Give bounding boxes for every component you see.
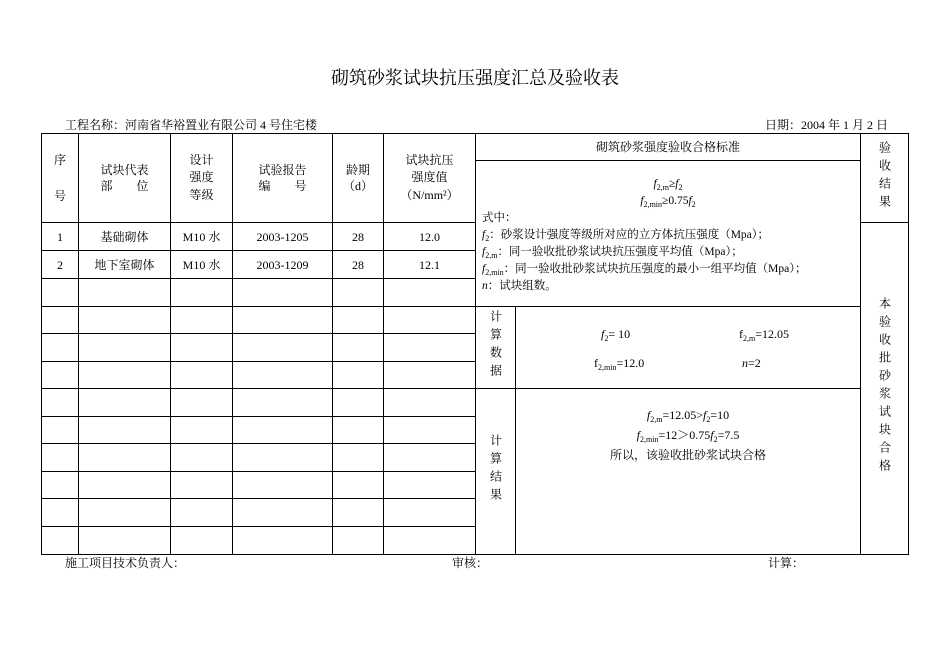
result-line-min [516,425,860,445]
symbol: f [653,178,657,190]
table-cell [171,499,233,527]
group-count-value [742,356,761,370]
design-strength-value [601,327,630,341]
part-cell: 地下室砌体 [79,251,171,279]
header-seq-line: 号 [53,189,66,203]
subscript: 2 [678,183,683,192]
seq-cell: 1 [42,223,79,251]
table-cell [42,279,79,307]
header-grade-line: 强度 [189,170,214,185]
document-title: 砌筑砂浆试块抗压强度汇总及验收表 [331,68,619,88]
age-cell: 28 [333,251,384,279]
table-cell [42,334,79,362]
header-grade-line: 设计 [189,152,214,167]
grade-cell: M10 水 [171,223,233,251]
table-cell [42,362,79,389]
subscript: 2 [604,334,609,343]
definition-text: ：同一验收批砂浆试块抗压强度的最小一组平均值（Mpa）； [503,263,807,275]
subscript: 2,min [485,268,504,277]
symbol: n [742,356,748,370]
strength-cell: 12.1 [384,251,476,279]
definition-line [482,278,860,295]
definition-line [482,227,860,244]
header-strength [384,134,476,223]
value-text: =12.0 [616,356,645,370]
table-cell [384,499,476,527]
header-part-line: 部 位 [100,179,149,193]
result-text: =7.5 [717,428,740,442]
header-strength-line: 强度值 [411,170,448,185]
definition-line [482,244,860,261]
mean-strength-value [739,327,789,341]
symbol: f [739,327,743,341]
table-cell [42,472,79,499]
calc-data-box [516,307,860,388]
value-text: = 10 [608,327,631,341]
table-cell [233,527,333,555]
table-cell [384,279,476,307]
subscript: 2 [713,435,718,444]
calc-data-label [476,307,516,389]
symbol: f [675,178,679,190]
table-cell [79,307,171,334]
table-cell [171,389,233,417]
calc-data-cell [516,307,861,389]
calc-result-cell [516,389,861,555]
summary-table [41,133,909,555]
table-cell [233,389,333,417]
symbol: f [636,428,640,442]
calc-data-label-text: 计算数据 [488,310,503,382]
definition-text: ：同一验收批砂浆试块抗压强度平均值（Mpa）； [497,246,743,258]
symbol: f [482,229,486,241]
report-cell: 2003-1209 [233,251,333,279]
table-cell [384,472,476,499]
table-cell [333,444,384,472]
table-cell [42,417,79,444]
subscript: 2 [485,234,490,243]
table-cell [233,499,333,527]
table-cell [384,362,476,389]
table-row [42,307,909,334]
report-date: 日期：2004 年 1 月 2 日 [764,118,888,132]
table-cell [233,417,333,444]
acceptance-result-text: 本验收批砂浆试块合格 [877,297,892,477]
table-cell [233,334,333,362]
footer-tech-lead: 施工项目技术负责人： [65,556,186,570]
table-cell [384,527,476,555]
symbol: f [688,195,692,207]
table-cell [233,307,333,334]
header-result [861,134,909,223]
header-report [233,134,333,223]
table-cell [333,307,384,334]
formula-mean [482,176,860,193]
definition-text: ：砂浆设计强度等级所对应的立方体抗压强度（Mpa）； [489,229,770,241]
result-text: =12.05> [662,408,703,422]
table-cell [233,279,333,307]
subscript: 2,min [643,200,663,209]
result-line-mean [516,405,860,425]
symbol: f [703,408,707,422]
table-cell [42,444,79,472]
operator: ≥0.75 [662,195,689,207]
table-cell [79,279,171,307]
table-cell [42,307,79,334]
table-cell [384,307,476,334]
grade-cell: M10 水 [171,251,233,279]
subscript: 2 [706,415,711,424]
seq-cell: 2 [42,251,79,279]
table-cell [384,334,476,362]
project-name: 工程名称：河南省华裕置业有限公司 4 号住宅楼 [65,118,318,132]
table-cell [171,279,233,307]
header-result-text: 验收结果 [877,140,892,213]
symbol: f [482,263,486,275]
header-report-line: 编 号 [258,179,307,193]
table-cell [171,417,233,444]
result-text: =10 [710,408,730,422]
header-grade [171,134,233,223]
strength-cell: 12.0 [384,223,476,251]
subscript: 2 [691,200,696,209]
header-strength-line: 试块抗压 [405,152,454,167]
table-cell [79,472,171,499]
table-cell [333,472,384,499]
value-text: =2 [748,356,761,370]
calc-result-label-text: 计算结果 [488,434,503,506]
subscript: 2,m [656,183,669,192]
definition-text: ：试块组数。 [487,280,557,292]
table-cell [171,444,233,472]
table-cell [171,307,233,334]
table-cell [333,417,384,444]
min-strength-value [594,356,644,370]
symbol: f [710,428,714,442]
table-cell [42,499,79,527]
table-cell [79,444,171,472]
table-cell [333,499,384,527]
table-cell [171,334,233,362]
table-cell [171,472,233,499]
criteria-header: 砌筑砂浆强度验收合格标准 [476,134,861,161]
table-cell [333,334,384,362]
header-report-line: 试验报告 [258,163,307,177]
table-cell [79,334,171,362]
operator: ≥ [668,178,676,190]
table-row [42,389,909,417]
table-cell [79,362,171,389]
table-cell [171,362,233,389]
table-cell [333,527,384,555]
definition-line [482,261,860,278]
table-cell [384,444,476,472]
age-cell: 28 [333,223,384,251]
header-age-line: 龄期 [345,163,370,177]
header-grade-line: 等级 [189,187,214,202]
table-cell [171,527,233,555]
table-cell [79,389,171,417]
header-seq [42,134,79,223]
symbol: f [640,195,644,207]
acceptance-result-cell [861,223,909,555]
footer-calculator: 计算： [768,556,805,570]
result-conclusion: 所以，该验收批砂浆试块合格 [610,448,767,462]
header-part-line: 试块代表 [100,163,149,177]
calc-result-label [476,389,516,555]
part-cell: 基础砌体 [79,223,171,251]
table-cell [42,389,79,417]
table-cell [333,389,384,417]
header-row [42,134,909,161]
symbol: f [594,356,598,370]
header-age [333,134,384,223]
formula-min [482,193,860,210]
subscript: 2,m [743,334,756,343]
symbol: n [482,280,488,292]
criteria-formula-cell [476,161,861,307]
header-seq-line: 序 [53,153,66,167]
header-part [79,134,171,223]
subscript: 2,min [640,435,659,444]
subscript: 2,m [485,251,498,260]
symbol: f [646,408,651,422]
subscript: 2,m [650,415,663,424]
table-cell [42,527,79,555]
value-text: =12.05 [755,327,790,341]
result-text: =12＞0.75 [658,428,711,442]
subscript: 2,min [598,363,617,372]
table-cell [333,362,384,389]
table-cell [79,499,171,527]
table-cell [79,527,171,555]
where-label: 式中： [482,212,517,224]
footer-reviewer: 审核： [452,556,489,570]
header-strength-line: （N/mm²） [400,187,459,202]
table-cell [333,279,384,307]
header-age-line: （d） [342,179,373,193]
table-cell [384,389,476,417]
table-cell [233,444,333,472]
symbol: f [601,327,605,341]
table-cell [79,417,171,444]
report-cell: 2003-1205 [233,223,333,251]
table-cell [384,417,476,444]
table-cell [233,362,333,389]
symbol: f [482,246,486,258]
table-cell [233,472,333,499]
